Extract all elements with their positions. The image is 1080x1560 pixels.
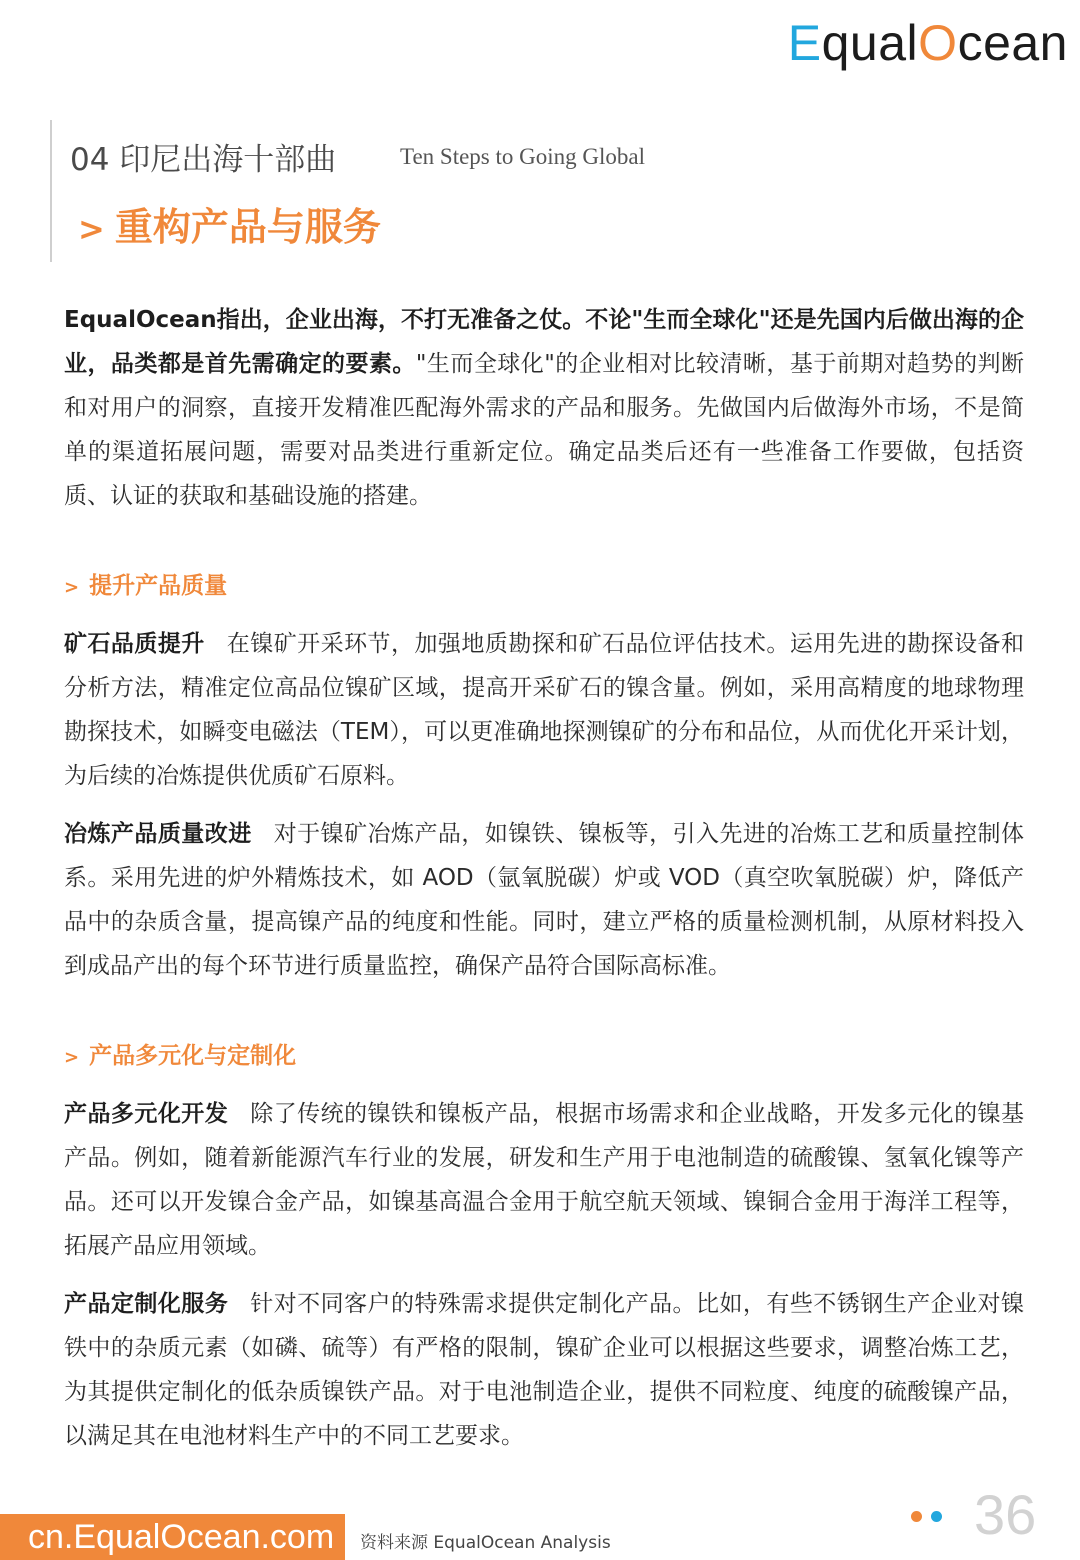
source-note: 资料来源 EqualOcean Analysis [360,1533,611,1553]
section-english-title: Ten Steps to Going Global [400,144,645,169]
footer-site-link[interactable]: cn.EqualOcean.com [0,1514,345,1560]
item-text: 针对不同客户的特殊需求提供定制化产品。比如，有些不锈钢生产企业对镍铁中的杂质元素（如磷、硫等）有严格的限制，镍矿企业可以根据这些要求，调整冶炼工艺，为其提供定制化的低杂质镍铁产品。对于电池制造企业，提供不同粒度、纯度的硫酸镍产品，以满足其在电池材料生产中的不同工艺要求。 [64,1291,1025,1449]
page-number: 36 [974,1483,1037,1546]
chevron-right-icon: > [78,210,105,248]
decorative-dot-icon [931,1511,942,1522]
item-text: 在镍矿开采环节，加强地质勘探和矿石品位评估技术。运用先进的勘探设备和分析方法，精准定位高品位镍矿区域，提高开采矿石的镍含量。例如，采用高精度的地球物理勘探技术，如瞬变电磁法（TEM），可以更准确地探测镍矿的分布和品位，从而优化开采计划，为后续的冶炼提供优质矿石原料。 [64,631,1025,789]
item-label: 产品定制化服务 [64,1291,229,1317]
item-label: 冶炼产品质量改进 [64,821,252,847]
decorative-dot-icon [911,1511,922,1522]
chevron-right-icon: > [64,577,80,598]
equalocean-logo: EqualOcean [787,15,1068,71]
intro-text: "生而全球化"的企业相对比较清晰，基于前期对趋势的判断和对用户的洞察，直接开发精准匹配海外需求的产品和服务。先做国内后做海外市场，不是简单的渠道拓展问题，需要对品类进行重新定位。确定品类后还有一些准备工作要做，包括资质、认证的获取和基础设施的搭建。 [64,351,1024,509]
paragraph-smelting-quality [64,812,1024,988]
intro-bold: EqualOcean指出，企业出海，不打无准备之仗。不论"生而全球化"还是先国内后做出海的企业，品类都是首先需确定的要素。 [64,307,1024,377]
item-label: 产品多元化开发 [64,1101,229,1127]
item-label: 矿石品质提升 [64,631,205,657]
item-text: 对于镍矿冶炼产品，如镍铁、镍板等，引入先进的冶炼工艺和质量控制体系。采用先进的炉外精炼技术，如 AOD（氩氧脱碳）炉或 VOD（真空吹氧脱碳）炉，降低产品中的杂质含量，提高镍产品的纯度和性能。同时，建立严格的质量检测机制，从原材料投入到成品产出的每个环节进行质量监控，确保产品符合国际高标准。 [64,821,1025,979]
page-title [78,196,381,251]
subheading-diversification: > 产品多元化与定制化 [64,1043,297,1069]
main-content [64,298,1024,1472]
chevron-right-icon: > [64,1047,80,1068]
subheading-quality: > 提升产品质量 [64,573,228,599]
paragraph-customization [64,1282,1024,1458]
header-divider [50,120,52,262]
page-title-text: 重构产品与服务 [114,205,381,249]
paragraph-ore-quality [64,622,1024,798]
intro-paragraph [64,298,1024,518]
item-text: 除了传统的镍铁和镍板产品，根据市场需求和企业战略，开发多元化的镍基产品。例如，随着新能源汽车行业的发展，研发和生产用于电池制造的硫酸镍、氢氧化镍等产品。还可以开发镍合金产品，如镍基高温合金用于航空航天领域、镍铜合金用于海洋工程等，拓展产品应用领域。 [64,1101,1025,1259]
paragraph-product-diversification [64,1092,1024,1268]
section-number: 04 印尼出海十部曲 [70,142,337,178]
